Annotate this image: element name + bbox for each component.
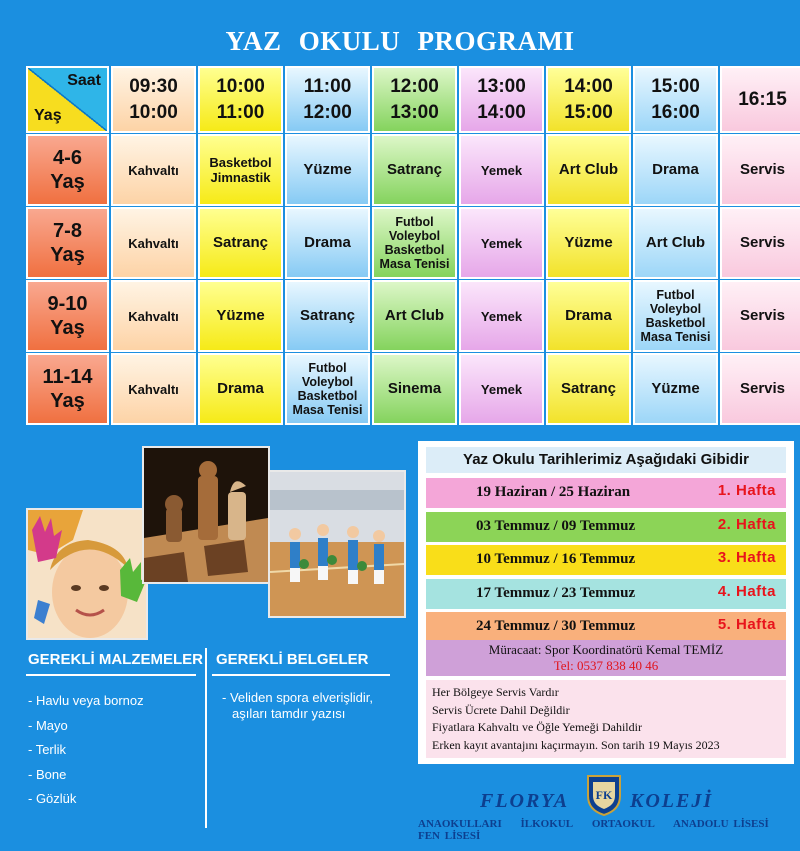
week-row [426, 612, 786, 642]
activity-text: Art Club [558, 161, 619, 178]
note-line: Her Bölgeye Servis Vardır [432, 685, 559, 699]
activity-text: Basketbol [645, 316, 706, 330]
activity-text: Art Club [645, 234, 706, 251]
activity-text: Yüzme [651, 380, 700, 397]
activity-text: Drama [304, 234, 351, 251]
activity-cell [720, 353, 800, 425]
activity-cell [546, 280, 631, 352]
activity-text: Voleybol [388, 229, 441, 243]
activity-text: Masa Tenisi [379, 257, 450, 271]
activity-cell [198, 134, 283, 206]
time-slot-text: 10:00 [216, 75, 265, 97]
week-label: 2. Hafta [717, 515, 776, 533]
week-row [426, 579, 786, 609]
activity-cell [633, 353, 718, 425]
activity-text: Yemek [480, 308, 523, 324]
chess-pieces-photo [142, 446, 270, 584]
activity-text: Masa Tenisi [292, 403, 363, 417]
activity-text: Satranç [386, 161, 443, 178]
activity-text: Satranç [299, 307, 356, 324]
time-slot-header [198, 66, 283, 133]
activity-text: Drama [652, 161, 699, 178]
time-slot-text: 14:00 [477, 101, 526, 123]
activity-text: Servis [739, 307, 786, 324]
week-date-range: 03 Temmuz / 09 Temmuz [476, 517, 636, 534]
age-group-text: 4-6 [53, 147, 82, 169]
activity-cell [372, 280, 457, 352]
activity-text: Yemek [480, 235, 523, 251]
notes-box [426, 680, 786, 758]
school-levels [418, 818, 798, 842]
activity-cell [111, 134, 196, 206]
activity-cell [285, 280, 370, 352]
school-level: ORTAOKUL [591, 818, 655, 830]
activity-text: Art Club [384, 307, 445, 324]
time-slot-header [285, 66, 370, 133]
week-label: 5. Hafta [717, 616, 776, 633]
time-slot-text: 11:00 [216, 101, 265, 123]
documents-item: - Veliden spora elverişlidir, [222, 690, 374, 705]
documents-divider [212, 674, 390, 676]
age-group-text: 11-14 [42, 366, 93, 388]
materials-item: - Gözlük [28, 791, 77, 806]
activity-text: Kahvaltı [128, 162, 179, 178]
time-slot-text: 15:00 [564, 101, 613, 123]
note-line: Servis Ücrete Dahil Değildir [432, 702, 570, 717]
materials-divider [26, 674, 196, 676]
activity-text: Satranç [212, 234, 269, 251]
age-group-label [26, 280, 109, 352]
school-level: İLKOKUL [520, 818, 574, 830]
time-slot-header [633, 66, 718, 133]
time-slot-header [720, 66, 800, 133]
week-date-range: 24 Temmuz / 30 Temmuz [476, 618, 636, 634]
brand-name-right: KOLEJİ [630, 790, 714, 812]
activity-cell [372, 353, 457, 425]
activity-text: Kahvaltı [128, 308, 179, 324]
activity-cell [546, 353, 631, 425]
age-group-text: Yaş [50, 317, 85, 339]
activity-text: Futbol [308, 361, 347, 375]
time-slot-header [546, 66, 631, 133]
activity-cell [633, 134, 718, 206]
activity-text: Futbol [656, 288, 695, 302]
dates-panel [418, 441, 794, 764]
materials-item: - Havlu veya bornoz [28, 693, 144, 708]
activity-cell [720, 207, 800, 279]
activity-text: Masa Tenisi [640, 330, 711, 344]
age-group-text: Yaş [50, 390, 85, 412]
activity-cell [546, 134, 631, 206]
activity-text: Basketbol [384, 243, 445, 257]
age-group-label [26, 353, 109, 425]
time-slot-text: 16:15 [738, 88, 787, 110]
activity-text: Yüzme [216, 307, 265, 324]
activity-text: Yüzme [303, 161, 352, 178]
crest-icon [585, 772, 623, 816]
school-level: FEN LİSESİ [418, 830, 481, 842]
activity-cell [198, 353, 283, 425]
brand-name-left: FLORYA [480, 790, 570, 812]
time-slot-header [459, 66, 544, 133]
time-slot-text: 09:30 [129, 75, 178, 97]
activity-cell [198, 207, 283, 279]
age-group-text: Yaş [50, 171, 85, 193]
time-slot-text: 12:00 [390, 75, 439, 97]
child-painted-hands-photo [26, 508, 148, 640]
activity-cell [372, 134, 457, 206]
age-group-label [26, 134, 109, 206]
week-label: 3. Hafta [717, 549, 776, 566]
activity-text: Kahvaltı [128, 235, 179, 251]
activity-cell [633, 207, 718, 279]
week-row [426, 478, 786, 508]
activity-text: Drama [565, 307, 612, 324]
activity-text: Futbol [395, 215, 434, 229]
time-slot-text: 11:00 [303, 75, 352, 97]
documents-title: GEREKLİ BELGELER [216, 651, 369, 668]
note-line: Erken kayıt avantajını kaçırmayın. Son tarih 19 Mayıs 2023 [432, 737, 720, 752]
note-line: Fiyatlara Kahvaltı ve Öğle Yemeği Dahildir [432, 720, 642, 734]
time-slot-text: 12:00 [303, 101, 352, 123]
time-slot-text: 13:00 [390, 101, 439, 123]
time-header-label: Saat [67, 72, 101, 89]
age-group-text: Yaş [50, 244, 85, 266]
contact-box [426, 640, 786, 676]
activity-cell [111, 280, 196, 352]
activity-text: Basketbol [297, 389, 358, 403]
activity-text: Yüzme [564, 234, 613, 251]
week-date-range: 10 Temmuz / 16 Temmuz [476, 551, 636, 567]
activity-cell [111, 207, 196, 279]
activity-cell [633, 280, 718, 352]
crest-letters: FK [595, 788, 613, 802]
activity-cell [720, 280, 800, 352]
materials-item: - Mayo [28, 718, 68, 733]
activity-cell [459, 134, 544, 206]
age-group-label [26, 207, 109, 279]
activity-text: Yemek [480, 381, 523, 397]
column-separator [205, 648, 207, 828]
week-label: 4. Hafta [717, 582, 776, 600]
activity-cell [459, 207, 544, 279]
activity-cell [459, 280, 544, 352]
activity-text: Drama [217, 380, 264, 397]
kids-basketball-photo [268, 470, 406, 618]
time-slot-text: 15:00 [651, 75, 700, 97]
week-row [426, 512, 786, 542]
dates-title: Yaz Okulu Tarihlerimiz Aşağıdaki Gibidir [426, 447, 786, 473]
time-slot-text: 16:00 [651, 101, 700, 123]
school-level: ANAOKULLARI [418, 818, 502, 830]
activity-text: Basketbol [209, 155, 272, 170]
activity-cell [372, 207, 457, 279]
age-group-text: 9-10 [47, 293, 88, 315]
activity-text: Yemek [480, 162, 523, 178]
activity-text: Servis [739, 234, 786, 251]
activity-cell [111, 353, 196, 425]
week-row [426, 545, 786, 575]
activity-text: Kahvaltı [128, 381, 179, 397]
activity-cell [285, 134, 370, 206]
age-group-text: 7-8 [53, 220, 82, 242]
school-logo [480, 772, 730, 816]
activity-cell [285, 207, 370, 279]
activity-cell [546, 207, 631, 279]
activity-text: Servis [739, 380, 786, 397]
time-slot-text: 14:00 [564, 75, 613, 97]
week-label: 1. Hafta [717, 482, 776, 499]
activity-cell [198, 280, 283, 352]
documents-item: aşıları tamdır yazısı [232, 706, 346, 721]
week-date-range: 17 Temmuz / 23 Temmuz [476, 584, 636, 601]
time-slot-text: 10:00 [129, 101, 178, 123]
activity-cell [459, 353, 544, 425]
corner-header [26, 66, 109, 133]
activity-text: Servis [739, 161, 786, 178]
materials-item: - Terlik [28, 742, 67, 757]
week-date-range: 19 Haziran / 25 Haziran [476, 484, 631, 500]
contact-phone: Tel: 0537 838 40 46 [553, 658, 659, 673]
contact-person: Müracaat: Spor Koordinatörü Kemal TEMİZ [488, 642, 724, 657]
time-slot-header [372, 66, 457, 133]
activity-text: Voleybol [649, 302, 702, 316]
activity-cell [720, 134, 800, 206]
materials-title: GEREKLİ MALZEMELER [28, 651, 203, 668]
time-slot-header [111, 66, 196, 133]
materials-item: - Bone [28, 767, 67, 782]
school-level: ANADOLU LİSESİ [672, 818, 769, 830]
age-header-label: Yaş [34, 107, 62, 124]
time-slot-text: 13:00 [477, 75, 526, 97]
activity-text: Jimnastik [210, 170, 271, 185]
activity-text: Satranç [560, 380, 617, 397]
page-title: YAZ OKULU PROGRAMI [225, 26, 575, 56]
activity-cell [285, 353, 370, 425]
activity-text: Voleybol [301, 375, 354, 389]
schedule-table [26, 66, 796, 427]
activity-text: Sinema [387, 380, 442, 397]
